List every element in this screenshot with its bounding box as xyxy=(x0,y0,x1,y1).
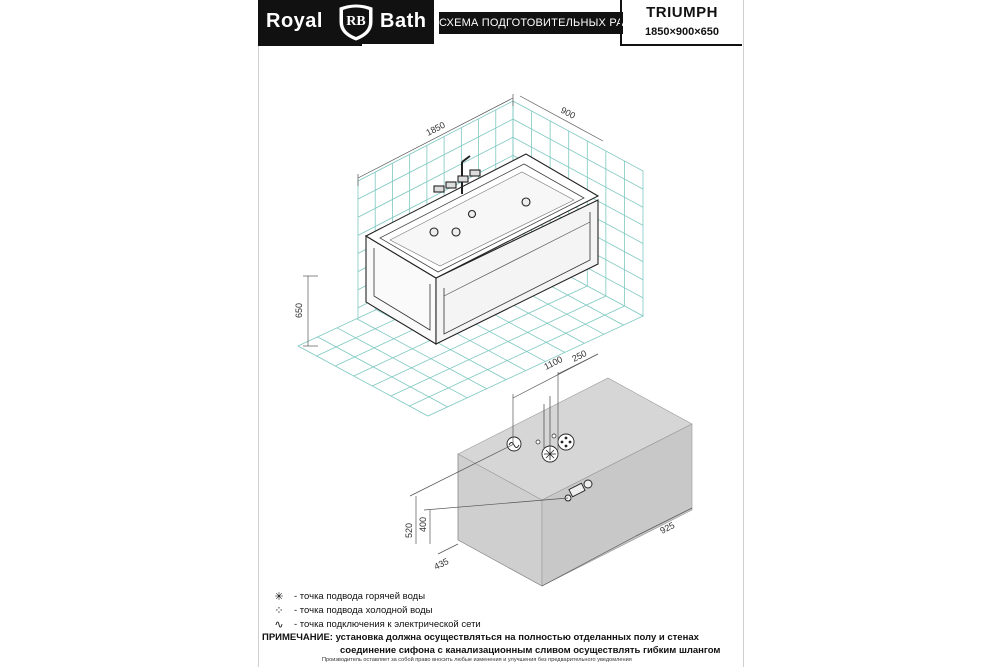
disclaimer: Производитель оставляет за собой право вносить любые изменения и улучшения без предварительного уведомления xyxy=(322,657,632,663)
rough-in-plan xyxy=(458,378,692,586)
brand-word-right: Bath xyxy=(380,10,427,32)
dim-length-label: 1850 xyxy=(424,119,447,138)
legend-item-electric xyxy=(268,618,481,632)
legend-label: - точка подвода холодной воды xyxy=(294,605,433,616)
supply-point-icon xyxy=(536,440,540,444)
jet-icon xyxy=(430,228,438,236)
note-line-1: ПРИМЕЧАНИЕ: установка должна осуществляться на полностью отделанных полу и стенах xyxy=(262,632,699,643)
document-title: СХЕМА ПОДГОТОВИТЕЛЬНЫХ РАБОТ xyxy=(439,12,623,34)
brand-word-left: Royal xyxy=(266,10,323,32)
hot-water-icon: ✳ xyxy=(274,591,284,603)
brand-logo xyxy=(258,0,434,44)
electric-icon: ∿ xyxy=(274,619,284,631)
brand-monogram: RB xyxy=(346,14,366,29)
dimension-line-width xyxy=(520,96,603,141)
model-name: TRIUMPH xyxy=(646,4,718,21)
jet-icon xyxy=(469,211,476,218)
dim-250-label: 250 xyxy=(570,348,589,364)
dim-520-label: 520 xyxy=(404,522,414,538)
cold-water-point-icon xyxy=(558,434,574,450)
cold-water-icon: ⁘ xyxy=(274,605,284,617)
hot-water-point-icon xyxy=(542,446,558,462)
dim-400-label: 400 xyxy=(418,516,428,532)
note-line-2: соединение сифона с канализационным сливом осуществлять гибким шлангом xyxy=(340,645,721,656)
dim-435-label: 435 xyxy=(432,556,451,572)
legend-item-cold-water xyxy=(268,604,481,618)
dimension-line-length xyxy=(358,98,513,178)
legend xyxy=(268,590,481,632)
installation-diagram xyxy=(258,46,742,586)
legend-label: - точка подключения к электрической сети xyxy=(294,619,481,630)
dim-925-label: 925 xyxy=(658,520,677,536)
legend-item-hot-water xyxy=(268,590,481,604)
model-dimensions: 1850×900×650 xyxy=(644,26,720,38)
shield-icon xyxy=(336,2,376,42)
jet-icon xyxy=(452,228,460,236)
dim-height-label: 650 xyxy=(294,302,304,318)
dim-width-label: 900 xyxy=(559,104,578,121)
model-block xyxy=(620,0,742,46)
dim-1100-label: 1100 xyxy=(542,354,565,372)
dimension-line-435 xyxy=(438,544,458,554)
supply-point-icon xyxy=(552,434,556,438)
title-block xyxy=(258,0,742,46)
legend-label: - точка подвода горячей воды xyxy=(294,591,426,602)
jet-icon xyxy=(522,198,530,206)
